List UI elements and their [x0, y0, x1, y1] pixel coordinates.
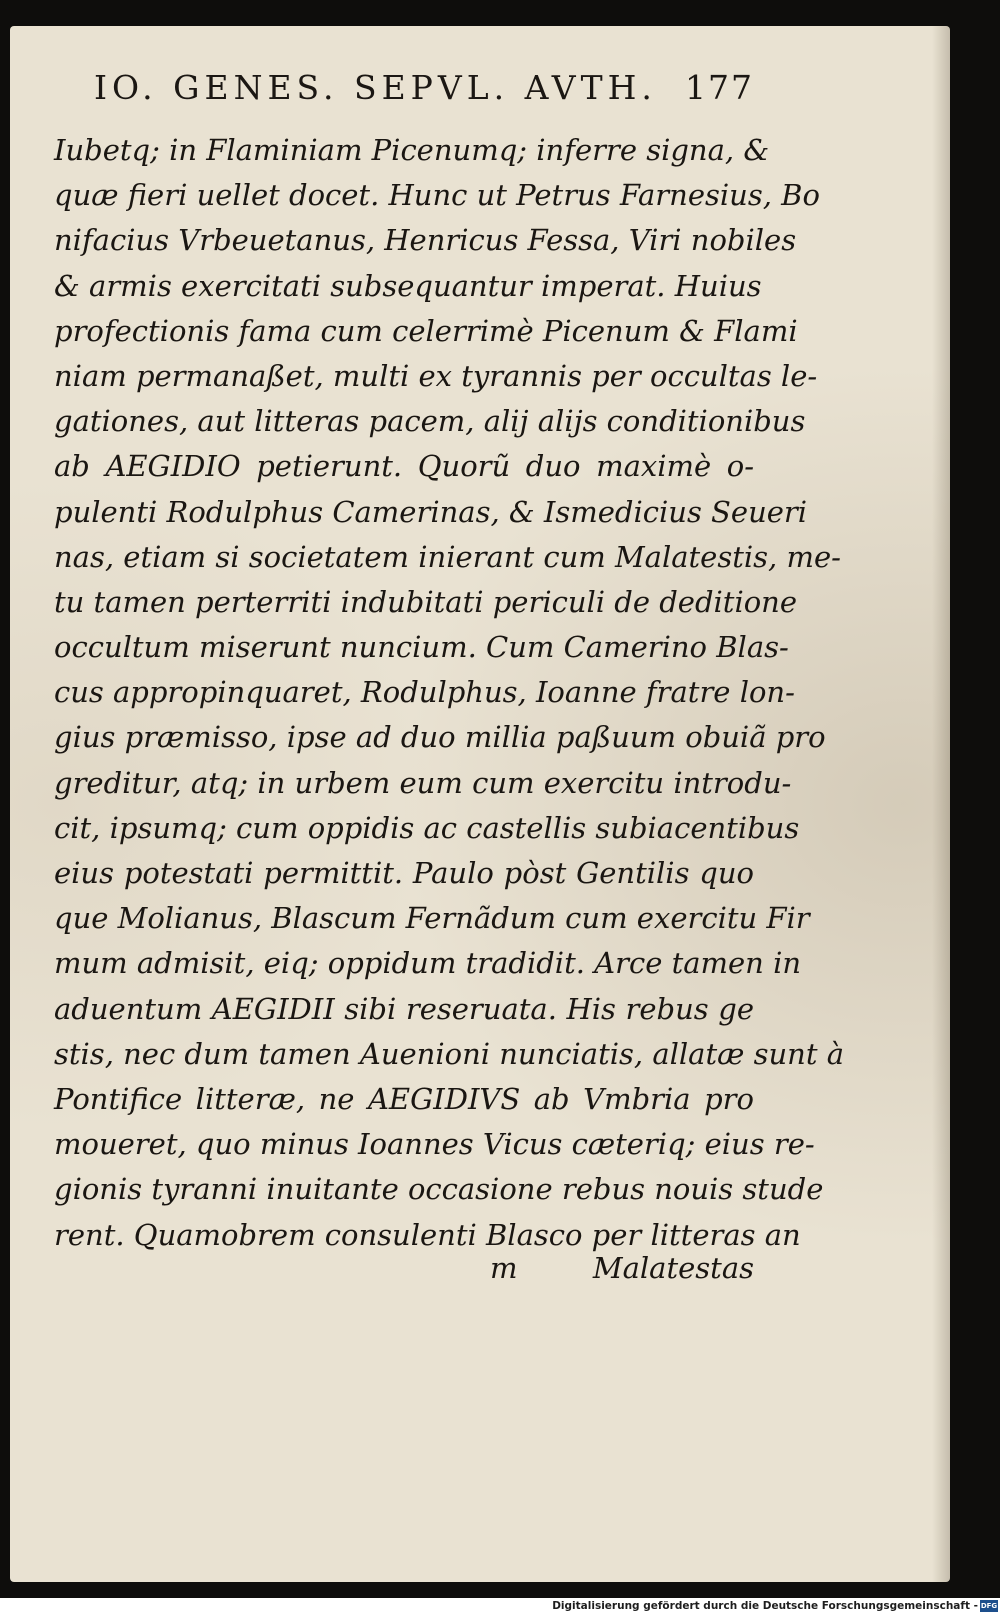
text-line: tu tamen perterriti indubitati periculi de deditione	[54, 584, 798, 619]
text-line: moueret, quo minus Ioannes Vicus cæteriq; eius re-	[54, 1127, 815, 1162]
signature-mark: m	[490, 1251, 518, 1285]
catchword: Malatestas	[592, 1251, 754, 1285]
text-line: mum admisit, eiq; oppidum tradidit. Arce tamen in	[54, 946, 802, 981]
text-line: greditur, atq; in urbem eum cum exercitu introdu-	[54, 765, 792, 800]
text-line: gius præmisso, ipse ad duo millia paßuum obuiã pro	[54, 720, 826, 755]
running-title: IO. GENES. SEPVL. AVTH.	[94, 68, 657, 107]
text-line: rent. Quamobrem consulenti Blasco per litteras an	[54, 1217, 801, 1252]
text-line: & armis exercitati subsequantur imperat. Huius	[54, 268, 762, 303]
text-line: Iubetq; in Flaminiam Picenumq; inferre signa, &	[54, 133, 770, 167]
text-line: pulenti Rodulphus Camerinas, & Ismedicius Seueri	[54, 494, 808, 529]
text-line: Pontifice litteræ, ne AEGIDIVS ab Vmbria pro	[54, 1081, 754, 1116]
catch-line	[54, 1246, 754, 1291]
text-line: eius potestati permittit. Paulo pòst Gentilis quo	[54, 856, 754, 890]
text-line: gationes, aut litteras pacem, alij alijs conditionibus	[54, 404, 806, 439]
text-line: que Molianus, Blascum Fernãdum cum exercitu Fir	[54, 901, 810, 936]
text-line: aduentum AEGIDII sibi reseruata. His rebus ge	[54, 991, 754, 1026]
text-line: cit, ipsumq; cum oppidis ac castellis subiacentibus	[54, 810, 800, 845]
text-line: profectionis fama cum celerrimè Picenum & Flami	[54, 313, 798, 348]
text-line: ab AEGIDIO petierunt. Quorũ duo maximè o-	[54, 449, 754, 484]
digitization-credit: Digitalisierung gefördert durch die Deutsche Forschungsgemeinschaft -	[552, 1600, 978, 1612]
text-line: niam permanaßet, multi ex tyrannis per occultas le-	[54, 358, 818, 393]
text-line: gionis tyranni inuitante occasione rebus nouis stude	[54, 1172, 824, 1207]
running-head	[84, 60, 764, 120]
page-edge-shadow	[932, 26, 950, 1582]
body-text	[54, 128, 844, 1258]
text-line: nifacius Vrbeuetanus, Henricus Fessa, Viri nobiles	[54, 223, 797, 258]
page-number: 177	[685, 68, 754, 107]
text-line: occultum miserunt nuncium. Cum Camerino Blas-	[54, 630, 789, 665]
text-line: stis, nec dum tamen Auenioni nunciatis, allatæ sunt à	[54, 1036, 844, 1071]
text-line: quæ fieri uellet docet. Hunc ut Petrus Farnesius, Bo	[54, 178, 820, 213]
text-line: cus appropinquaret, Rodulphus, Ioanne fratre lon-	[54, 675, 795, 710]
dfg-logo: DFG	[980, 1602, 998, 1610]
text-line: nas, etiam si societatem inierant cum Malatestis, me-	[54, 539, 841, 574]
